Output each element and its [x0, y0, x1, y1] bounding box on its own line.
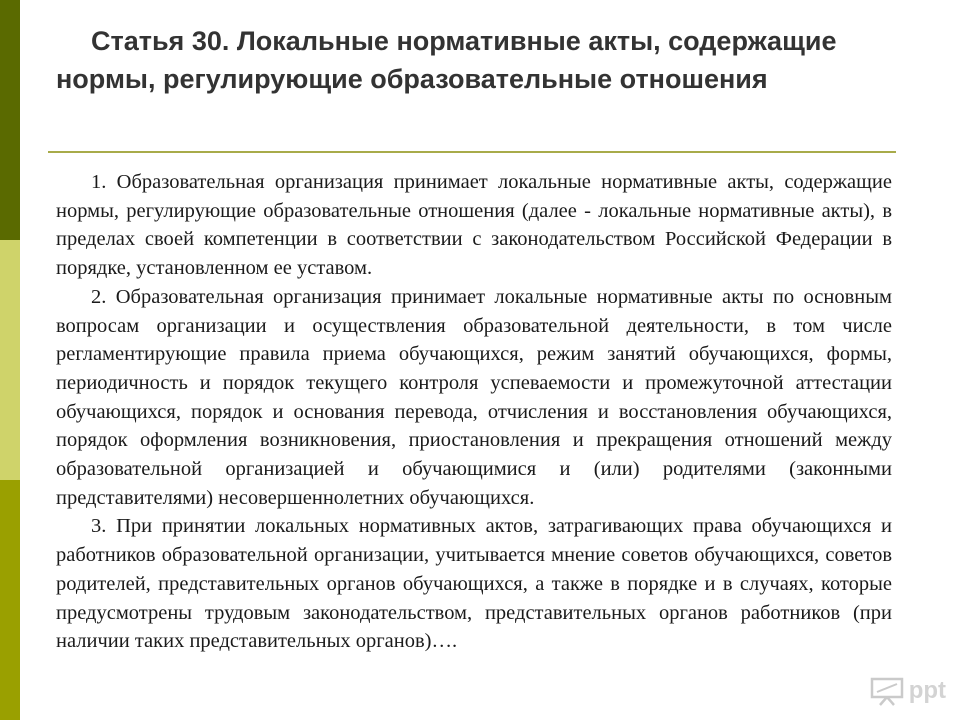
paragraph-2: 2. Образовательная организация принимает локальные нормативные акты по основным вопросам организации и осуществления образовательной деятельности, в том числе регламентирующие правила приема обучающихся, режим занятий обучающихся, формы, периодичность и порядок текущего контроля успеваемости и промежуточной аттестации обучающихся, порядок и основания перевода, отчисления и восстановления обучающихся, порядок оформления возникновения, приостановления и прекращения отношений между образовательной организацией и обучающимися и (или) родителями (законными представителями) несовершеннолетних обучающихся. [56, 285, 892, 509]
sidebar-segment-dark [0, 0, 20, 240]
slide-title: Статья 30. Локальные нормативные акты, содержащие нормы, регулирующие образовательные отношения [56, 26, 837, 94]
title-divider [48, 151, 896, 153]
presentation-board-icon [869, 676, 905, 706]
watermark-logo [869, 676, 946, 706]
paragraph-1: 1. Образовательная организация принимает локальные нормативные акты, содержащие нормы, регулирующие образовательные отношения (далее - локальные нормативные акты), в пределах своей компетенции в соответствии с законодательством Российской Федерации в порядке, установленном ее уставом. [56, 171, 892, 280]
sidebar-decoration [0, 0, 20, 720]
paragraph-3: 3. При принятии локальных нормативных актов, затрагивающих права обучающихся и работников образовательной организации, учитывается мнение советов обучающихся, советов родителей, представительных органов обучающихся, а также в порядке и в случаях, которые предусмотрены трудовым законодательством, представительных органов работников (при наличии таких представительных органов)…. [56, 515, 892, 653]
slide-body [56, 168, 892, 656]
sidebar-segment-olive [0, 480, 20, 720]
watermark-text: ppt [908, 677, 946, 704]
sidebar-segment-light [0, 240, 20, 480]
